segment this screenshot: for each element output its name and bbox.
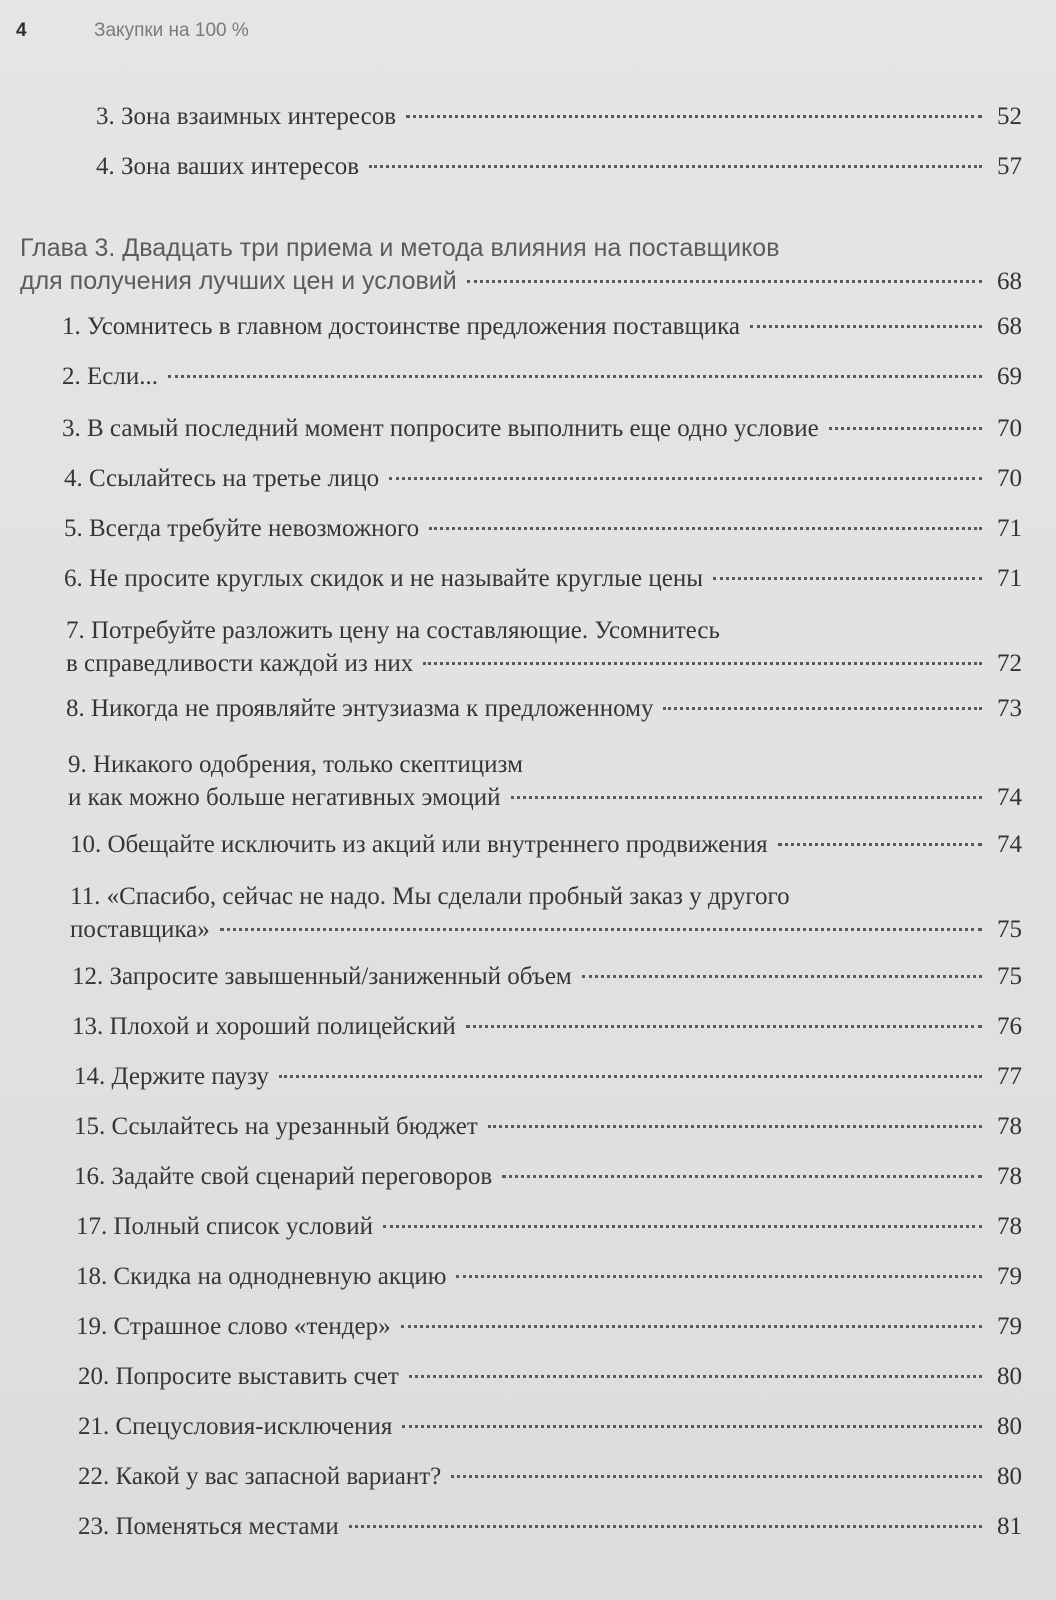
toc-entry[interactable]: [78, 1510, 1022, 1543]
toc-entry-title: 8. Никогда не проявляйте энтузиазма к предложенному: [66, 695, 654, 722]
toc-entry[interactable]: [74, 1110, 1022, 1143]
toc-entry-page: 71: [997, 515, 1022, 542]
toc-entry-page: 81: [997, 1513, 1022, 1540]
toc-entry[interactable]: [72, 960, 1022, 993]
toc-entry-page: 70: [997, 415, 1022, 442]
dot-leader: [402, 1425, 982, 1428]
toc-entry[interactable]: [66, 692, 1022, 725]
toc-entry-page: 68: [997, 313, 1022, 340]
toc-entry[interactable]: [62, 412, 1022, 445]
dot-leader: [349, 1525, 982, 1528]
dot-leader: [467, 280, 982, 283]
toc-entry[interactable]: [74, 1160, 1022, 1193]
toc-entry-title: 22. Какой у вас запасной вариант?: [78, 1463, 442, 1490]
toc-entry[interactable]: [68, 748, 1022, 814]
toc-entry-page: 79: [997, 1263, 1022, 1290]
page-number: 4: [16, 20, 27, 41]
toc-entry-page: 74: [997, 784, 1022, 811]
toc-entry-title: 21. Спецусловия-исключения: [78, 1413, 393, 1440]
toc-entry-page: 78: [997, 1213, 1022, 1240]
toc-entry-title-line-1: 9. Никакого одобрения, только скептицизм: [68, 751, 523, 778]
page-header: [16, 14, 249, 48]
toc-entry-title: 2. Если...: [62, 363, 158, 390]
dot-leader: [220, 928, 982, 931]
dot-leader: [409, 1375, 982, 1378]
dot-leader: [456, 1275, 982, 1278]
toc-entry-title: 20. Попросите выставить счет: [78, 1363, 399, 1390]
toc-entry-title: 4. Ссылайтесь на третье лицо: [64, 465, 380, 492]
dot-leader: [429, 527, 982, 530]
toc-entry[interactable]: [70, 880, 1022, 946]
toc-entry-title: 13. Плохой и хороший полицейский: [72, 1013, 456, 1040]
toc-entry-page: 78: [997, 1163, 1022, 1190]
toc-entry[interactable]: [78, 1460, 1022, 1493]
toc-entry[interactable]: [64, 562, 1022, 595]
dot-leader: [406, 115, 982, 118]
toc-entry[interactable]: [78, 1410, 1022, 1443]
toc-entry-title: 3. Зона взаимных интересов: [96, 103, 397, 130]
toc-entry[interactable]: [70, 828, 1022, 861]
toc-entry-title-line-2: в справедливости каждой из них: [66, 650, 414, 677]
dot-leader: [750, 325, 982, 328]
toc-entry-page: 71: [997, 565, 1022, 592]
running-title: Закупки на 100 %: [94, 20, 249, 41]
toc-entry-title: 19. Страшное слово «тендер»: [76, 1313, 391, 1340]
toc-entry-title: 3. В самый последний момент попросите выполнить еще одно условие: [62, 415, 819, 442]
toc-entry-page: 78: [997, 1113, 1022, 1140]
toc-entry-title: 15. Ссылайтесь на урезанный бюджет: [74, 1113, 478, 1140]
toc-entry[interactable]: [78, 1360, 1022, 1393]
chapter-heading[interactable]: [20, 232, 1022, 298]
toc-entry[interactable]: [62, 360, 1022, 393]
toc-entry-page: 72: [997, 650, 1022, 677]
toc-entry-title-line-2: и как можно больше негативных эмоций: [68, 784, 501, 811]
toc-entry-title: 14. Держите паузу: [74, 1063, 269, 1090]
toc-entry-title: 6. Не просите круглых скидок и не называйте круглые цены: [64, 565, 704, 592]
toc-entry-page: 75: [997, 916, 1022, 943]
toc-entry-title: 16. Задайте свой сценарий переговоров: [74, 1163, 493, 1190]
toc-entry-title-line-1: 11. «Спасибо, сейчас не надо. Мы сделали пробный заказ у другого: [70, 883, 790, 910]
toc-entry-page: 80: [997, 1413, 1022, 1440]
toc-entry[interactable]: [76, 1310, 1022, 1343]
chapter-title-line-1: Глава 3. Двадцать три приема и метода влияния на поставщиков: [20, 234, 780, 262]
toc-entry-page: 79: [997, 1313, 1022, 1340]
toc-entry-page: 73: [997, 695, 1022, 722]
dot-leader: [502, 1175, 982, 1178]
toc-entry-title: 1. Усомнитесь в главном достоинстве предложения поставщика: [62, 313, 740, 340]
dot-leader: [279, 1075, 982, 1078]
toc-entry-title-line-1: 7. Потребуйте разложить цену на составляющие. Усомнитесь: [66, 617, 720, 644]
toc-entry[interactable]: [96, 100, 1022, 133]
toc-entry-page: 76: [997, 1013, 1022, 1040]
dot-leader: [713, 577, 982, 580]
dot-leader: [401, 1325, 982, 1328]
toc-entry-title: 12. Запросите завышенный/заниженный объем: [72, 963, 572, 990]
toc-entry-title: 17. Полный список условий: [76, 1213, 373, 1240]
dot-leader: [488, 1125, 982, 1128]
dot-leader: [369, 165, 982, 168]
toc-entry-title: 10. Обещайте исключить из акций или внутреннего продвижения: [70, 831, 768, 858]
toc-entry[interactable]: [64, 512, 1022, 545]
toc-entry-page: 69: [997, 363, 1022, 390]
dot-leader: [423, 662, 982, 665]
toc-entry-title: 5. Всегда требуйте невозможного: [64, 515, 420, 542]
dot-leader: [829, 427, 982, 430]
toc-entry[interactable]: [96, 150, 1022, 183]
toc-entry-page: 57: [997, 153, 1022, 180]
toc-entry[interactable]: [74, 1060, 1022, 1093]
dot-leader: [389, 477, 982, 480]
toc-entry-page: 68: [997, 268, 1022, 295]
dot-leader: [383, 1225, 982, 1228]
dot-leader: [511, 796, 982, 799]
chapter-title-line-2: для получения лучших цен и условий: [20, 267, 457, 295]
dot-leader: [778, 843, 982, 846]
toc-entry-page: 80: [997, 1363, 1022, 1390]
toc-entry-page: 75: [997, 963, 1022, 990]
toc-entry-title: 18. Скидка на однодневную акцию: [76, 1263, 447, 1290]
dot-leader: [663, 707, 982, 710]
toc-entry-page: 70: [997, 465, 1022, 492]
toc-entry[interactable]: [62, 310, 1022, 343]
toc-entry[interactable]: [76, 1210, 1022, 1243]
toc-entry-page: 52: [997, 103, 1022, 130]
toc-entry-page: 77: [997, 1063, 1022, 1090]
toc-entry-title: 4. Зона ваших интересов: [96, 153, 360, 180]
toc-entry[interactable]: [64, 462, 1022, 495]
dot-leader: [582, 975, 982, 978]
toc-entry-page: 74: [997, 831, 1022, 858]
toc-entry[interactable]: [72, 1010, 1022, 1043]
dot-leader: [451, 1475, 982, 1478]
toc-entry-title-line-2: поставщика»: [70, 916, 210, 943]
toc-entry[interactable]: [76, 1260, 1022, 1293]
toc-entry-title: 23. Поменяться местами: [78, 1513, 339, 1540]
dot-leader: [466, 1025, 982, 1028]
toc-entry[interactable]: [66, 614, 1022, 680]
toc-entry-page: 80: [997, 1463, 1022, 1490]
dot-leader: [168, 375, 982, 378]
